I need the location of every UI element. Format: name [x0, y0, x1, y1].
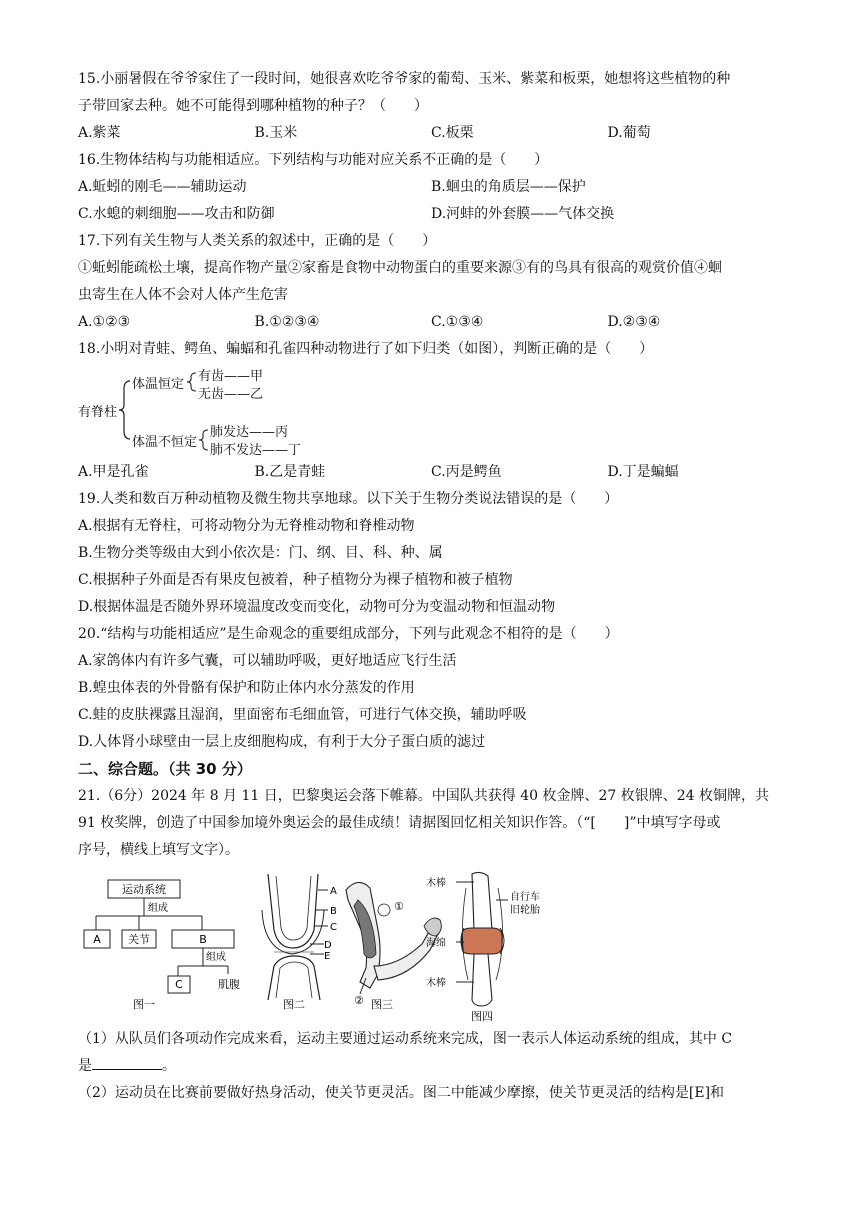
classification-tree — [78, 367, 784, 458]
question-20 — [78, 621, 784, 756]
q15-option-c[interactable]: C.板栗 — [431, 125, 474, 141]
fig1-joint: 关节 — [128, 933, 150, 946]
q19-option-c[interactable]: C.根据种子外面是否有果皮包被着，种子植物分为裸子植物和被子植物 — [78, 572, 513, 588]
tree-branch-2: 体温不恒定 — [132, 435, 198, 450]
q17-option-c[interactable]: C.①③④ — [431, 314, 484, 330]
fig3-caption: 图三 — [371, 998, 393, 1011]
fig1-c: C — [175, 978, 183, 991]
fig2-label-b: B — [330, 906, 337, 917]
tree-leaf-3: 肺发达——丙 — [210, 425, 289, 440]
question-18 — [78, 336, 784, 486]
section-2-heading: 二、综合题。（共 30 分） — [78, 760, 252, 778]
fig1-a: A — [93, 933, 101, 946]
question-15 — [78, 66, 784, 147]
fig4-caption: 图四 — [471, 1010, 493, 1022]
q20-stem: 20.“结构与功能相适应”是生命观念的重要组成部分，下列与此观念不相符的是（ ） — [78, 626, 619, 642]
q21-sub1-line2 — [78, 1053, 784, 1080]
fig2-label-a: A — [330, 886, 337, 897]
q16-option-a[interactable]: A.蚯蚓的刚毛——辅助运动 — [78, 179, 247, 195]
fig4-wood-bottom: 木棒 — [426, 978, 446, 989]
q21-stem-line3: 序号，横线上填写文字）。 — [78, 842, 239, 858]
tree-root: 有脊柱 — [78, 405, 118, 420]
q19-stem: 19.人类和数百万种动植物及微生物共享地球。以下关于生物分类说法错误的是（ ） — [78, 491, 619, 507]
q21-sub2-line1: （2）运动员在比赛前要做好热身活动，使关节更灵活。图二中能减少摩擦，使关节更灵活的结构是[E]和 — [78, 1085, 725, 1101]
question-16 — [78, 147, 784, 228]
q15-option-a[interactable]: A.紫菜 — [78, 125, 121, 141]
fig2-label-e: E — [324, 951, 331, 962]
fig4-tire-line1: 自行车 — [510, 892, 540, 903]
fig3-label-2: ② — [354, 994, 364, 1007]
q21-figures-svg — [78, 870, 784, 1022]
q19-option-b[interactable]: B.生物分类等级由大到小依次是：门、纲、目、科、种、属 — [78, 545, 443, 561]
fig2-label-c: C — [330, 922, 337, 933]
q20-option-b[interactable]: B.蝗虫体表的外骨骼有保护和防止体内水分蒸发的作用 — [78, 680, 415, 696]
fig1-belly: 肌腹 — [218, 978, 240, 991]
q19-option-d[interactable]: D.根据体温是否随外界环境温度改变而变化，动物可分为变温动物和恒温动物 — [78, 599, 556, 615]
q20-option-a[interactable]: A.家鸽体内有许多气囊，可以辅助呼吸，更好地适应飞行生活 — [78, 653, 457, 669]
q17-body-line2: 虫寄生在人体不会对人体产生危害 — [78, 287, 288, 303]
q18-option-c[interactable]: C.丙是鳄鱼 — [431, 464, 502, 480]
q18-option-a[interactable]: A.甲是孔雀 — [78, 464, 149, 480]
q16-options-row2 — [78, 201, 784, 228]
exam-page — [78, 66, 784, 1107]
fig1-b: B — [199, 933, 207, 946]
q19-option-a[interactable]: A.根据有无脊柱，可将动物分为无脊椎动物和脊椎动物 — [78, 518, 415, 534]
figure-4 — [426, 872, 541, 1022]
fig2-label-d: D — [324, 940, 332, 951]
fig4-sponge: 海绵 — [426, 938, 446, 949]
q18-option-d[interactable]: D.丁是蝙蝠 — [607, 464, 679, 480]
q18-option-b[interactable]: B.乙是青蛙 — [254, 464, 326, 480]
q21-stem-line2: 91 枚奖牌，创造了中国参加境外奥运会的最佳成绩！请据图回忆相关知识作答。（“[ ]”中填写字母或 — [78, 815, 721, 831]
fig3-label-1: ① — [394, 900, 404, 913]
q16-option-c[interactable]: C.水螅的刺细胞——攻击和防御 — [78, 206, 275, 222]
q21-figures — [78, 870, 784, 1022]
q16-option-b[interactable]: B.蛔虫的角质层——保护 — [431, 179, 586, 195]
q20-option-d[interactable]: D.人体肾小球壁由一层上皮细胞构成，有利于大分子蛋白质的滤过 — [78, 734, 486, 750]
q21-sub1-line1: （1）从队员们各项动作完成来看，运动主要通过运动系统来完成，图一表示人体运动系统的组成，其中 C — [78, 1031, 733, 1047]
q17-option-b[interactable]: B.①②③④ — [254, 314, 320, 330]
q18-options — [78, 459, 784, 486]
q17-option-d[interactable]: D.②③④ — [607, 314, 661, 330]
fig4-wood-top: 木棒 — [426, 878, 446, 889]
q17-options — [78, 309, 784, 336]
q16-option-d[interactable]: D.河蚌的外套膜——气体交换 — [431, 206, 615, 222]
q15-stem-line2: 子带回家去种。她不可能得到哪种植物的种子？（ ） — [78, 98, 428, 114]
q21-sub1-prefix: 是 — [78, 1058, 92, 1074]
tree-leaf-4: 肺不发达——丁 — [210, 443, 302, 458]
q16-options-row1 — [78, 174, 784, 201]
fig1-compose-2: 组成 — [206, 952, 226, 963]
q15-options — [78, 120, 784, 147]
fig4-tire-line2: 旧轮胎 — [510, 905, 540, 916]
q17-stem: 17.下列有关生物与人类关系的叙述中，正确的是（ ） — [78, 233, 437, 249]
fig1-caption: 图一 — [133, 998, 155, 1011]
q15-option-d[interactable]: D.葡萄 — [607, 125, 651, 141]
question-19 — [78, 486, 784, 621]
fig1-title: 运动系统 — [122, 883, 166, 896]
question-17 — [78, 228, 784, 336]
q18-stem: 18.小明对青蛙、鳄鱼、蝙蝠和孔雀四种动物进行了如下归类（如图），判断正确的是（ ） — [78, 341, 654, 357]
q17-option-a[interactable]: A.①②③ — [78, 314, 131, 330]
figure-1 — [84, 880, 240, 1011]
q21-sub1-answer-blank[interactable] — [92, 1055, 162, 1070]
fig1-compose: 组成 — [148, 903, 168, 914]
q20-option-c[interactable]: C.蛙的皮肤裸露且湿润，里面密布毛细血管，可进行气体交换，辅助呼吸 — [78, 707, 527, 723]
q21-sub1-suffix: 。 — [162, 1058, 176, 1074]
question-21 — [78, 783, 784, 1107]
tree-leaf-1: 有齿——甲 — [198, 369, 264, 384]
tree-leaf-2: 无齿——乙 — [198, 387, 264, 402]
fig2-caption: 图二 — [283, 998, 305, 1011]
q21-stem-line1: 21.（6分）2024 年 8 月 11 日，巴黎奥运会落下帷幕。中国队共获得 40 枚金牌、27 枚银牌、24 枚铜牌，共 — [78, 788, 770, 804]
figure-2 — [262, 874, 337, 1011]
q16-stem: 16.生物体结构与功能相适应。下列结构与功能对应关系不正确的是（ ） — [78, 152, 549, 168]
q15-option-b[interactable]: B.玉米 — [254, 125, 298, 141]
q15-stem-line1: 15.小丽暑假在爷爷家住了一段时间，她很喜欢吃爷爷家的葡萄、玉米、紫菜和板栗，她想将这些植物的种 — [78, 71, 731, 87]
tree-branch-1: 体温恒定 — [132, 377, 185, 392]
q17-body-line1: ①蚯蚓能疏松土壤，提高作物产量②家畜是食物中动物蛋白的重要来源③有的鸟具有很高的观赏价值④蛔 — [78, 260, 722, 276]
